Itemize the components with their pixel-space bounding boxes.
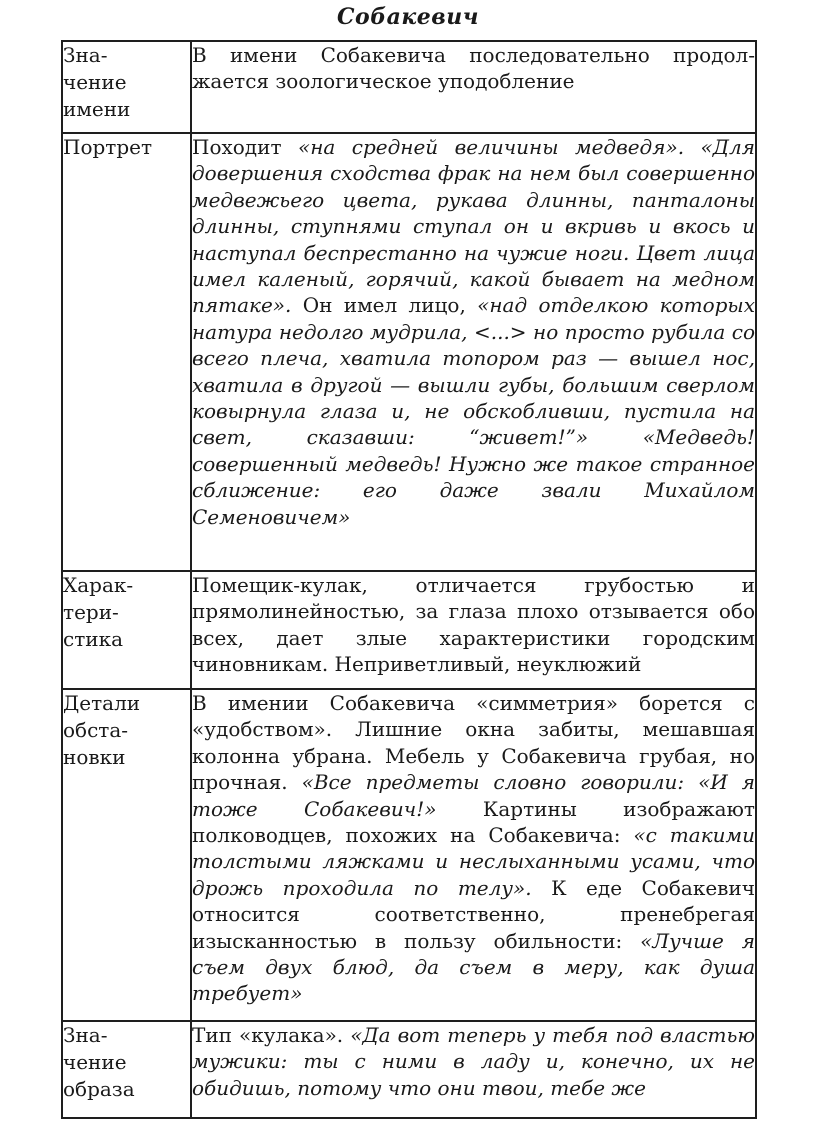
row-content-portrait: Походит «на средней величины медведя». «Для довершения сходства фрак на нем был совершенно медвежьего цвета, рукава длинны, панталоны длинны, ступнями ступал он и вкривь и вкось и наступал беспрестанно на чужие ноги. Цвет лица имел каленый, горячий, какой бывает на медном пятаке». Он имел лицо, «над отделкою которых натура недолго мудрила, <...> но просто рубила со всего плеча, хватила топором раз — вышел нос, хватила в другой — вышли губы, большим сверлом ковырнула глаза и, не обскобливши, пустила на свет, сказавши: “живет!”» «Медведь! совершенный медведь! Нужно же такое странное сближение: его даже звали Михайлом Семеновичем» [191, 133, 756, 571]
page-title: Собакевич [337, 4, 479, 30]
row-content-name-meaning: В имени Собакевича последовательно продол-жается зоологическое уподобление [191, 41, 756, 133]
row-content-characteristic: Помещик-кулак, отличается грубостью и прямолинейностью, за глаза плохо отзывается обо всех, дает злые характеристики городским чиновникам. Неприветливый, неуклюжий [191, 571, 756, 689]
table-row [62, 571, 756, 689]
row-content-setting-details: В имении Собакевича «симметрия» борется с «удобством». Лишние окна забиты, мешавшая колонна убрана. Мебель у Собакевича грубая, но прочная. «Все предметы словно говорили: «И я тоже Собакевич!» Картины изображают полководцев, похожих на Собакевича: «с такими толстыми ляжками и неслыханными усами, что дрожь проходила по телу». К еде Собакевич относится соответственно, пренебрегая изысканностью в пользу обильности: «Лучше я съем двух блюд, да съем в меру, как душа требует» [191, 689, 756, 1021]
row-label-portrait: Портрет [62, 133, 191, 571]
table-row [62, 1021, 756, 1118]
table-row [62, 133, 756, 571]
row-label-characteristic: Харак- тери- стика [62, 571, 191, 689]
row-label-setting-details: Детали обста- новки [62, 689, 191, 1021]
row-label-name-meaning: Зна- чение имени [62, 41, 191, 133]
row-content-image-meaning: Тип «кулака». «Да вот теперь у тебя под властью мужики: ты с ними в ладу и, конечно, их не обидишь, потому что они твои, тебе же [191, 1021, 756, 1118]
character-table [61, 40, 757, 1119]
row-label-image-meaning: Зна- чение образа [62, 1021, 191, 1118]
table-row [62, 41, 756, 133]
table-row [62, 689, 756, 1021]
